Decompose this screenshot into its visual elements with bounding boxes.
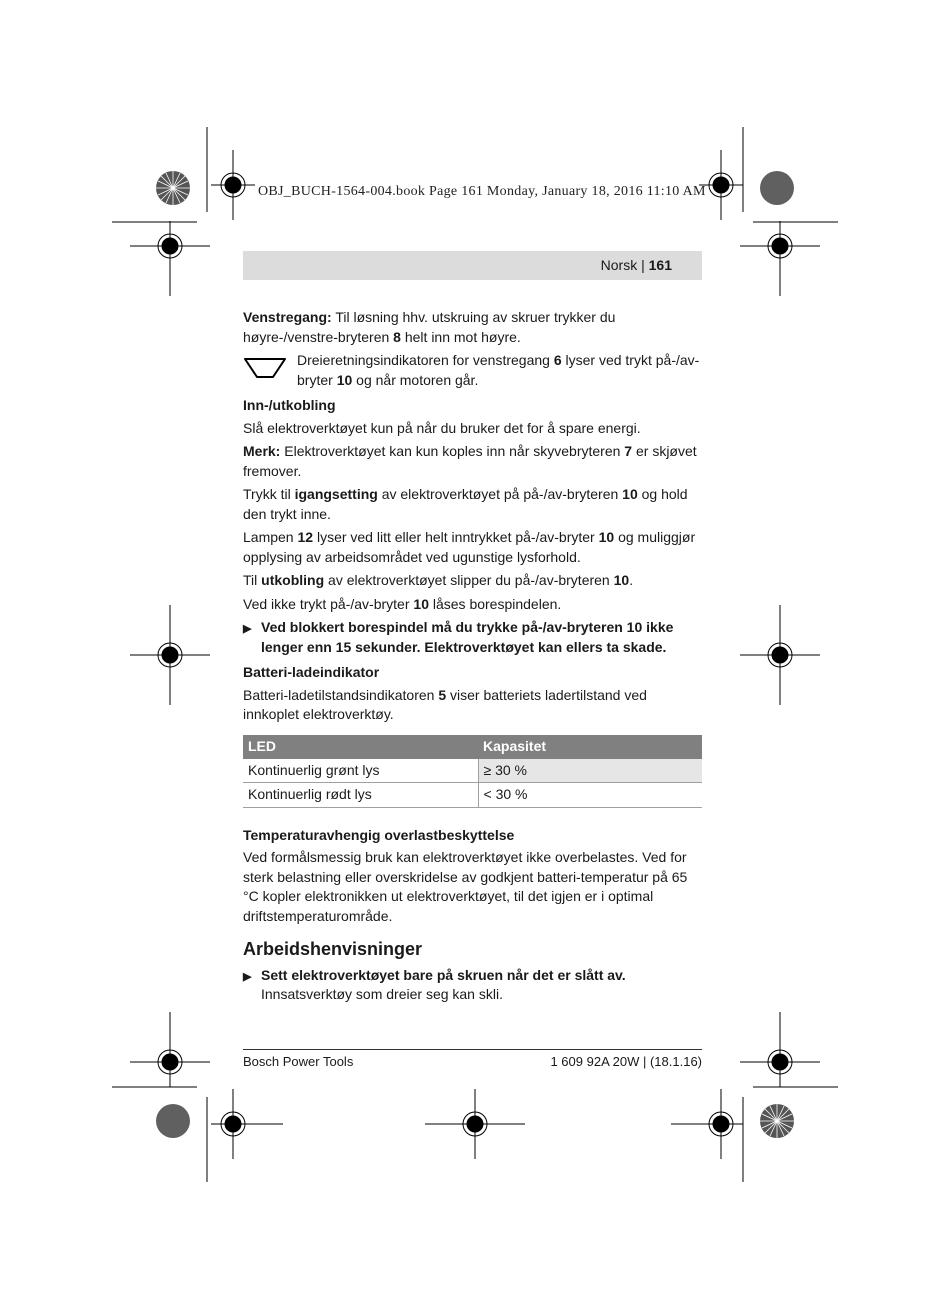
header-language: Norsk [600, 257, 638, 273]
battery-paragraph [243, 686, 702, 725]
work-heading: Arbeidshenvisninger [243, 939, 423, 959]
note-text [297, 351, 702, 390]
header-label [601, 257, 672, 273]
text-span: Dreieretningsindikatoren for venstregang [297, 352, 554, 368]
text-span: Batteri-ladetilstandsindikatoren [243, 686, 439, 703]
page-body [243, 308, 702, 1011]
header-separator: | [637, 257, 649, 273]
text-span: av elektroverktøyet slipper du på-/av-bryteren [324, 572, 614, 588]
ref-number: 10 [613, 572, 630, 588]
merk-paragraph [243, 442, 702, 481]
text-span: av elektroverktøyet på på-/av-bryteren [377, 486, 623, 502]
venstregang-paragraph [243, 308, 702, 347]
stop-paragraph [243, 571, 702, 591]
table-cell: Kontinuerlig rødt lys [243, 783, 478, 808]
battery-table [243, 735, 702, 808]
battery-heading: Batteri-ladeindikator [243, 664, 380, 680]
text-span: Til løsning hhv. utskruing av skruer trykker du høyre-/venstre-bryteren [243, 309, 616, 345]
table-cell: Kontinuerlig grønt lys [243, 759, 478, 783]
footer-docref: 1 609 92A 20W | (18.1.16) [550, 1054, 702, 1069]
lamp-paragraph [243, 528, 702, 567]
ref-number: 10 [413, 595, 429, 612]
text-span: Trykk til [243, 486, 295, 502]
ref-number: 8 [393, 328, 401, 345]
text-bold: Sett elektroverktøyet bare på skruen når det er slått av. [261, 966, 626, 983]
text-bold: igangsetting [294, 486, 378, 502]
table-header-row [243, 735, 702, 759]
warning-text: Ved blokkert borespindel må du trykke på-/av-bryteren 10 ikke lenger enn 15 sekunder. Elektroverktøyet kan ellers ta skade. [261, 619, 674, 655]
text-span: lyser ved litt eller helt inntrykket på-/av-bryter [313, 529, 599, 545]
text-span: er skjøvet fremover. [243, 443, 697, 479]
text-bold: utkobling [261, 572, 325, 588]
text-span: og muliggjør opplysing av arbeidsområdet ved ugunstige lysforhold. [243, 529, 696, 565]
start-paragraph [243, 485, 702, 524]
onoff-heading: Inn-/utkobling [243, 397, 336, 413]
footer-brand: Bosch Power Tools [243, 1054, 354, 1069]
text-span: låses borespindelen. [428, 595, 562, 612]
ref-number: 10 [622, 486, 638, 502]
text-span: Innsatsverktøy som dreier seg kan skli. [261, 986, 503, 1002]
merk-label: Merk: [243, 443, 281, 459]
print-slug-line: OBJ_BUCH-1564-004.book Page 161 Monday, January 18, 2016 11:10 AM [258, 184, 706, 199]
venstregang-label: Venstregang: [243, 309, 332, 325]
text-span: lyser ved trykt på-/av-bryter [297, 352, 700, 388]
text-span: Elektroverktøyet kan kun koples inn når skyvebryteren [280, 443, 625, 459]
text-span: Lampen [243, 529, 298, 545]
text-span: Til [243, 572, 262, 588]
table-cell: ≥ 30 % [478, 759, 702, 783]
table-header-capacity: Kapasitet [478, 735, 702, 759]
page-number: 161 [648, 257, 672, 273]
work-bullet [243, 966, 702, 1005]
text-span: og når motoren går. [352, 371, 479, 388]
temp-heading: Temperaturavhengig overlastbeskyttelse [243, 826, 515, 843]
lock-paragraph [243, 595, 702, 615]
temp-paragraph: Ved formålsmessig bruk kan elektroverktøyet ikke overbelastes. Ved for sterk belastning eller overskridelse av godkjent batteri-temperatur på 65 °C kopler elektronikken ut elektroverktøyet, til det igjen er i optimal driftstemperaturområde. [243, 849, 688, 924]
ref-number: 6 [553, 352, 562, 368]
onoff-paragraph: Slå elektroverktøyet kun på når du bruker det for å spare energi. [243, 419, 641, 436]
text-span: Ved ikke trykt på-/av-bryter [243, 595, 414, 612]
work-text [261, 966, 702, 1005]
text-span: . [629, 572, 634, 588]
ref-number: 12 [297, 529, 314, 545]
ref-number: 10 [336, 371, 353, 388]
warning-bullet [243, 618, 702, 657]
table-row [243, 759, 702, 783]
page-header [243, 251, 702, 280]
text-span: helt inn mot høyre. [400, 328, 521, 345]
ref-number: 5 [438, 686, 447, 703]
text-span: og hold den trykt inne. [243, 486, 688, 522]
bullet-triangle-icon: ▶ [243, 970, 252, 983]
table-header-led: LED [243, 735, 478, 759]
table-row [243, 783, 702, 808]
text-span: viser batteriets ladertilstand ved innkoplet elektroverktøy. [243, 686, 647, 722]
indicator-arrow-icon [243, 351, 297, 390]
ref-number: 10 [598, 529, 615, 545]
table-cell: < 30 % [478, 783, 702, 808]
bullet-triangle-icon: ▶ [243, 623, 252, 635]
ref-number: 7 [624, 443, 633, 459]
indicator-note [243, 351, 702, 390]
footer-rule [243, 1049, 702, 1050]
